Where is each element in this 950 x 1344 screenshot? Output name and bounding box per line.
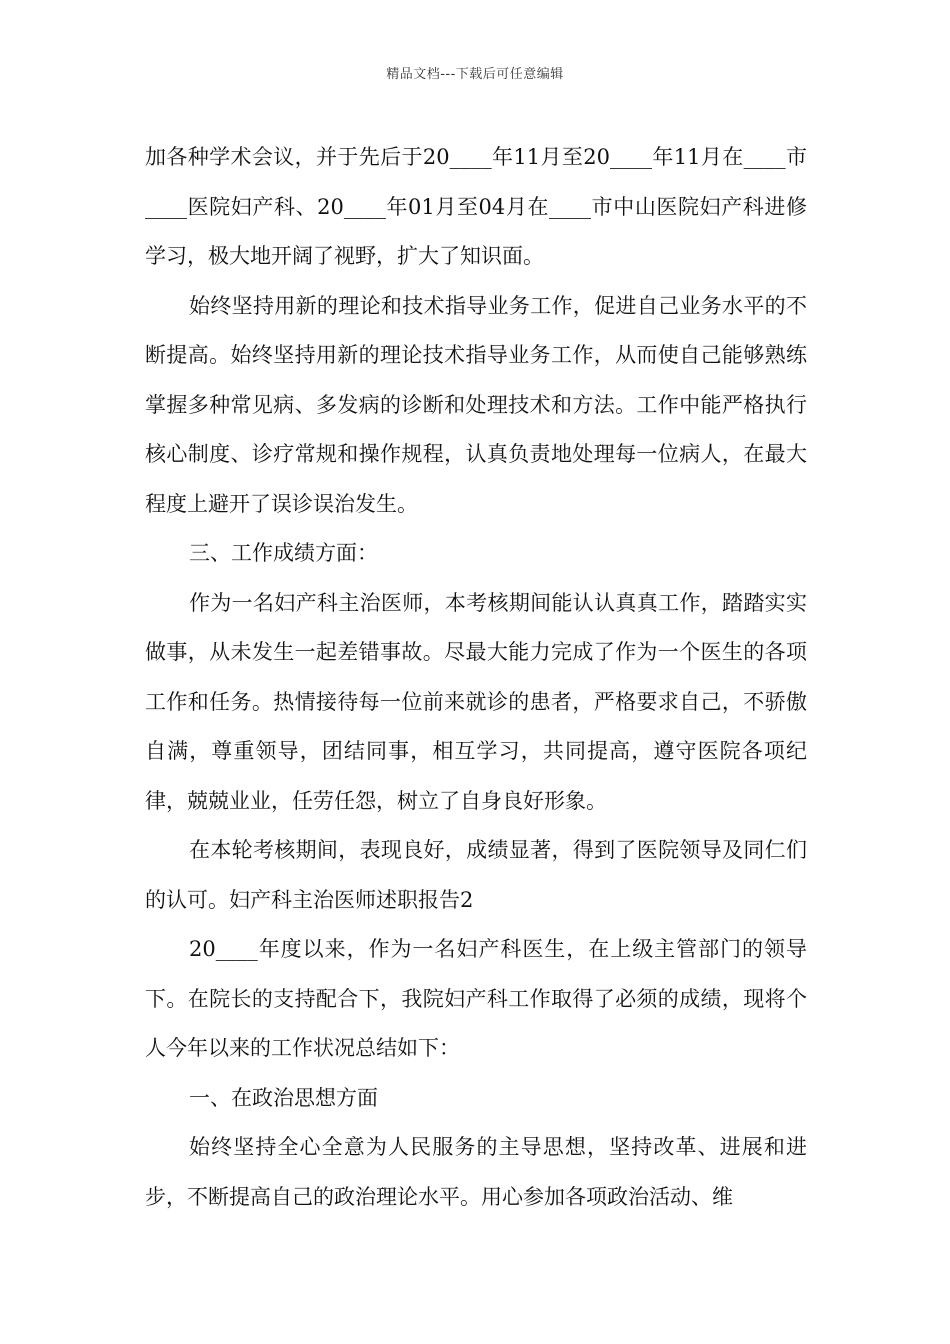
paragraph-8: 始终坚持全心全意为人民服务的主导思想，坚持改革、进展和进步，不断提高自己的政治理论水平。用心参加各项政治活动、维 [145,1135,807,1209]
paragraph-2: 始终坚持用新的理论和技术指导业务工作，促进自己业务水平的不断提高。始终坚持用新的理论技术指导业务工作，从而使自己能够熟练掌握多种常见病、多发病的诊断和处理技术和方法。工作中能严格执行核心制度、诊疗常规和操作规程，认真负责地处理每一位病人，在最大程度上避开了误诊误治发生。 [145,293,807,516]
section-heading-political-thought: 一、在政治思想方面 [189,1085,378,1110]
document-body [145,133,807,1222]
paragraph-4: 作为一名妇产科主治医师，本考核期间能认认真真工作，踏踏实实做事，从未发生一起差错事故。尽最大能力完成了作为一个医生的各项工作和任务。热情接待每一位前来就诊的患者，严格要求自己，不骄傲自满，尊重领导，团结同事，相互学习，共同提高，遵守医院各项纪律，兢兢业业，任劳任怨，树立了自身良好形象。 [145,590,807,813]
page-header: 精品文档---下载后可任意编辑 [386,67,564,82]
paragraph-6: 20____年度以来，作为一名妇产科医生，在上级主管部门的领导下。在院长的支持配合下，我院妇产科工作取得了必须的成绩，现将个人今年以来的工作状况总结如下： [145,937,807,1060]
paragraph-1: 加各种学术会议，并于先后于20____年11月至20____年11月在____市____医院妇产科、20____年01月至04月在____市中山医院妇产科进修学习，极大地开阔了视野，扩大了知识面。 [145,145,807,268]
paragraph-5: 在本轮考核期间，表现良好，成绩显著，得到了医院领导及同仁们的认可。妇产科主治医师述职报告2 [145,838,807,912]
section-heading-work-achievements: 三、工作成绩方面： [189,541,378,565]
